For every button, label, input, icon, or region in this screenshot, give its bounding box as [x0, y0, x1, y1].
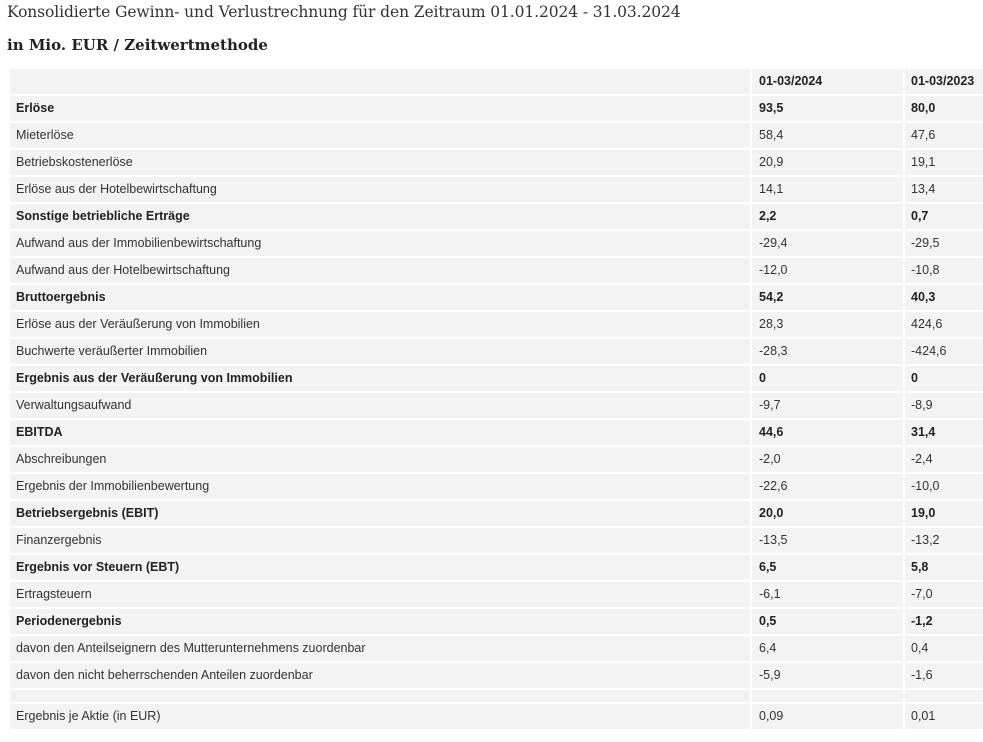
page-title: Konsolidierte Gewinn- und Verlustrechnung für den Zeitraum 01.01.2024 - 31.03.2024 [7, 3, 681, 21]
value-2024: 0 [752, 366, 903, 391]
table-row [10, 609, 983, 634]
table-row [10, 447, 983, 472]
row-label: Mieterlöse [10, 123, 750, 148]
value-2023: -1,2 [905, 609, 983, 634]
table-row [10, 704, 983, 729]
value-2024: 14,1 [752, 177, 903, 202]
header-period-2023: 01-03/2023 [905, 69, 983, 94]
value-2024: 6,4 [752, 636, 903, 661]
table-row [10, 339, 983, 364]
table-row [10, 555, 983, 580]
table-row [10, 258, 983, 283]
table-header-row [10, 69, 983, 94]
value-2024: 28,3 [752, 312, 903, 337]
value-2024: -2,0 [752, 447, 903, 472]
table-row [10, 663, 983, 688]
table-body [10, 96, 983, 729]
value-2023: 0,01 [905, 704, 983, 729]
value-2024 [752, 690, 903, 702]
value-2023: -424,6 [905, 339, 983, 364]
row-label: Ergebnis je Aktie (in EUR) [10, 704, 750, 729]
value-2023: -29,5 [905, 231, 983, 256]
value-2024: 20,0 [752, 501, 903, 526]
value-2024: 6,5 [752, 555, 903, 580]
value-2024: 0,09 [752, 704, 903, 729]
value-2023: -8,9 [905, 393, 983, 418]
row-label: Finanzergebnis [10, 528, 750, 553]
table-row [10, 204, 983, 229]
value-2024: 0,5 [752, 609, 903, 634]
value-2023: 40,3 [905, 285, 983, 310]
header-label-cell [10, 69, 750, 94]
row-label: Sonstige betriebliche Erträge [10, 204, 750, 229]
value-2023: -13,2 [905, 528, 983, 553]
table-row [10, 150, 983, 175]
value-2024: -29,4 [752, 231, 903, 256]
table-row [10, 474, 983, 499]
table-row [10, 528, 983, 553]
value-2024: 20,9 [752, 150, 903, 175]
table-row [10, 366, 983, 391]
value-2023: 31,4 [905, 420, 983, 445]
row-label: Ertragsteuern [10, 582, 750, 607]
value-2023: 19,0 [905, 501, 983, 526]
row-label: davon den nicht beherrschenden Anteilen zuordenbar [10, 663, 750, 688]
value-2024: -13,5 [752, 528, 903, 553]
row-label: Ergebnis vor Steuern (EBT) [10, 555, 750, 580]
row-label: EBITDA [10, 420, 750, 445]
value-2024: -6,1 [752, 582, 903, 607]
value-2024: 54,2 [752, 285, 903, 310]
table-row [10, 420, 983, 445]
income-statement-table [10, 69, 983, 731]
value-2024: -28,3 [752, 339, 903, 364]
row-label: davon den Anteilseignern des Mutterunternehmens zuordenbar [10, 636, 750, 661]
value-2023: 0,7 [905, 204, 983, 229]
table-row [10, 177, 983, 202]
value-2024: -22,6 [752, 474, 903, 499]
value-2023: -10,8 [905, 258, 983, 283]
row-label: Verwaltungsaufwand [10, 393, 750, 418]
value-2023: 424,6 [905, 312, 983, 337]
page-subtitle: in Mio. EUR / Zeitwertmethode [7, 36, 268, 54]
value-2023: 13,4 [905, 177, 983, 202]
value-2023: -2,4 [905, 447, 983, 472]
row-label: Erlöse [10, 96, 750, 121]
table-spacer-row [10, 690, 983, 702]
value-2024: 2,2 [752, 204, 903, 229]
row-label: Abschreibungen [10, 447, 750, 472]
value-2023: 5,8 [905, 555, 983, 580]
table-row [10, 312, 983, 337]
row-label: Erlöse aus der Veräußerung von Immobilien [10, 312, 750, 337]
table-row [10, 231, 983, 256]
value-2023: -1,6 [905, 663, 983, 688]
value-2023: -10,0 [905, 474, 983, 499]
table-row [10, 582, 983, 607]
value-2024: 93,5 [752, 96, 903, 121]
row-label: Aufwand aus der Hotelbewirtschaftung [10, 258, 750, 283]
row-label: Ergebnis der Immobilienbewertung [10, 474, 750, 499]
row-label: Periodenergebnis [10, 609, 750, 634]
row-label [10, 690, 750, 702]
value-2024: -12,0 [752, 258, 903, 283]
header-period-2024: 01-03/2024 [752, 69, 903, 94]
value-2024: 58,4 [752, 123, 903, 148]
row-label: Erlöse aus der Hotelbewirtschaftung [10, 177, 750, 202]
value-2023: 0,4 [905, 636, 983, 661]
row-label: Buchwerte veräußerter Immobilien [10, 339, 750, 364]
row-label: Aufwand aus der Immobilienbewirtschaftung [10, 231, 750, 256]
row-label: Betriebsergebnis (EBIT) [10, 501, 750, 526]
table-row [10, 285, 983, 310]
table-row [10, 393, 983, 418]
value-2024: -5,9 [752, 663, 903, 688]
value-2024: -9,7 [752, 393, 903, 418]
value-2023: 80,0 [905, 96, 983, 121]
value-2024: 44,6 [752, 420, 903, 445]
value-2023 [905, 690, 983, 702]
table-row [10, 636, 983, 661]
value-2023: 47,6 [905, 123, 983, 148]
table-row [10, 96, 983, 121]
row-label: Ergebnis aus der Veräußerung von Immobilien [10, 366, 750, 391]
row-label: Betriebskostenerlöse [10, 150, 750, 175]
value-2023: -7,0 [905, 582, 983, 607]
row-label: Bruttoergebnis [10, 285, 750, 310]
value-2023: 19,1 [905, 150, 983, 175]
table-row [10, 123, 983, 148]
value-2023: 0 [905, 366, 983, 391]
table-row [10, 501, 983, 526]
